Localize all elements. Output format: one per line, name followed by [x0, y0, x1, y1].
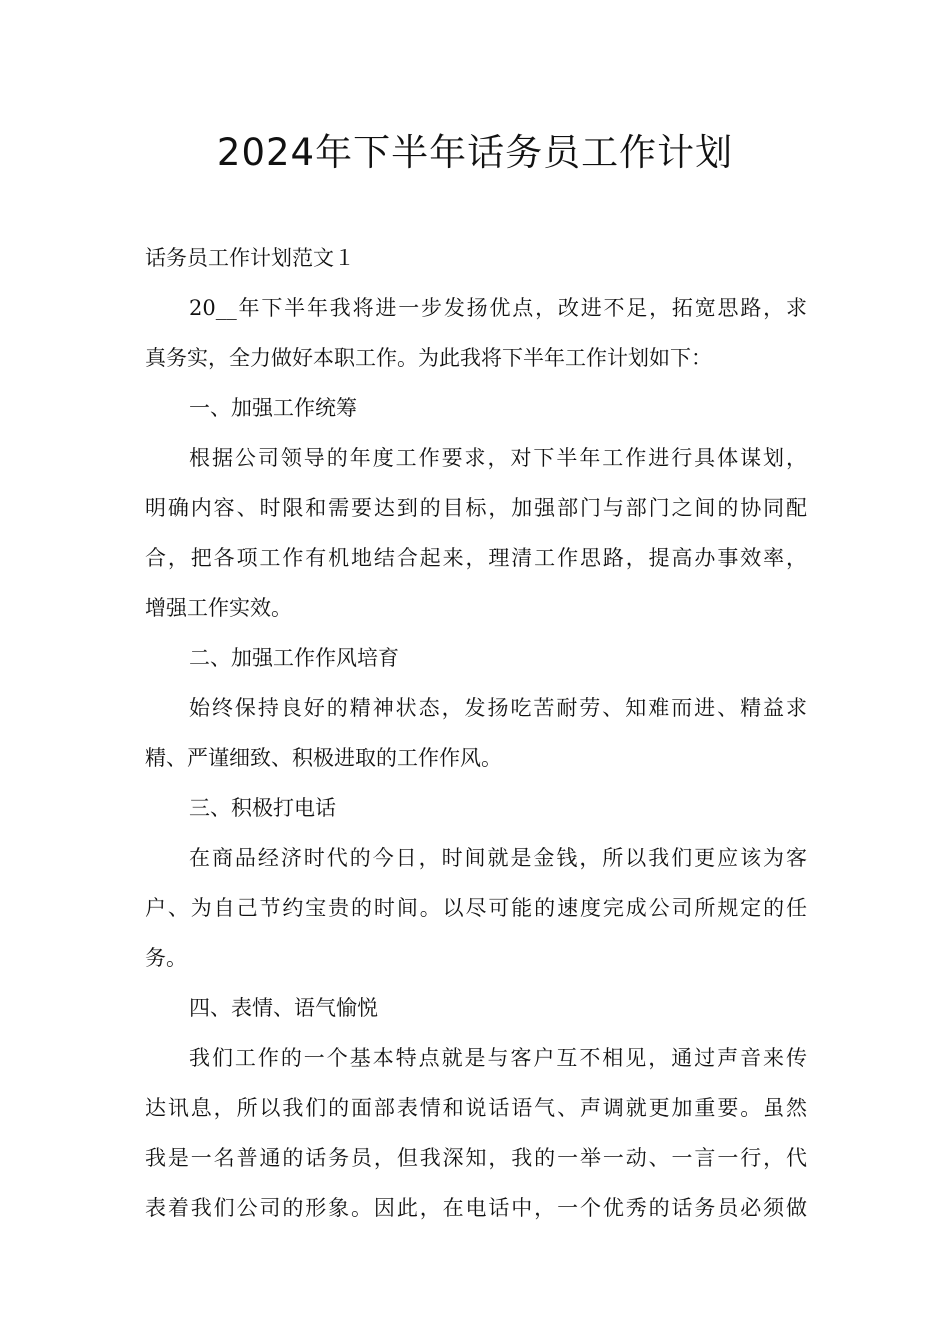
- body-line: 精、严谨细致、积极进取的工作作风。: [145, 746, 502, 770]
- body-line: 三、积极打电话: [189, 796, 336, 820]
- body-line: 我们工作的一个基本特点就是与客户互不相见，通过声音来传: [189, 1046, 807, 1070]
- document-body: [145, 233, 807, 1233]
- body-line: 合，把各项工作有机地结合起来，理清工作思路，提高办事效率，: [145, 546, 807, 570]
- body-line: 根据公司领导的年度工作要求，对下半年工作进行具体谋划，: [189, 446, 807, 470]
- body-line: 户、为自己节约宝贵的时间。以尽可能的速度完成公司所规定的任: [145, 896, 807, 920]
- body-line: 20__年下半年我将进一步发扬优点，改进不足，拓宽思路，求: [189, 296, 807, 320]
- document-title: 2024年下半年话务员工作计划: [216, 131, 734, 174]
- body-line: 务。: [145, 946, 187, 970]
- body-line: 始终保持良好的精神状态，发扬吃苦耐劳、知难而进、精益求: [189, 696, 807, 720]
- body-line: 真务实，全力做好本职工作。为此我将下半年工作计划如下：: [145, 346, 712, 370]
- body-line: 在商品经济时代的今日，时间就是金钱，所以我们更应该为客: [189, 846, 807, 870]
- body-line: 表着我们公司的形象。因此，在电话中，一个优秀的话务员必须做: [145, 1196, 807, 1220]
- body-line: 话务员工作计划范文１: [145, 246, 355, 270]
- body-line: 明确内容、时限和需要达到的目标，加强部门与部门之间的协同配: [145, 496, 807, 520]
- body-line: 达讯息，所以我们的面部表情和说话语气、声调就更加重要。虽然: [145, 1096, 807, 1120]
- body-line: 二、加强工作作风培育: [189, 646, 399, 670]
- body-line: 一、加强工作统筹: [189, 396, 357, 420]
- body-line: 我是一名普通的话务员，但我深知，我的一举一动、一言一行，代: [145, 1146, 807, 1170]
- body-line: 增强工作实效。: [145, 596, 292, 620]
- body-line: 四、表情、语气愉悦: [189, 996, 378, 1020]
